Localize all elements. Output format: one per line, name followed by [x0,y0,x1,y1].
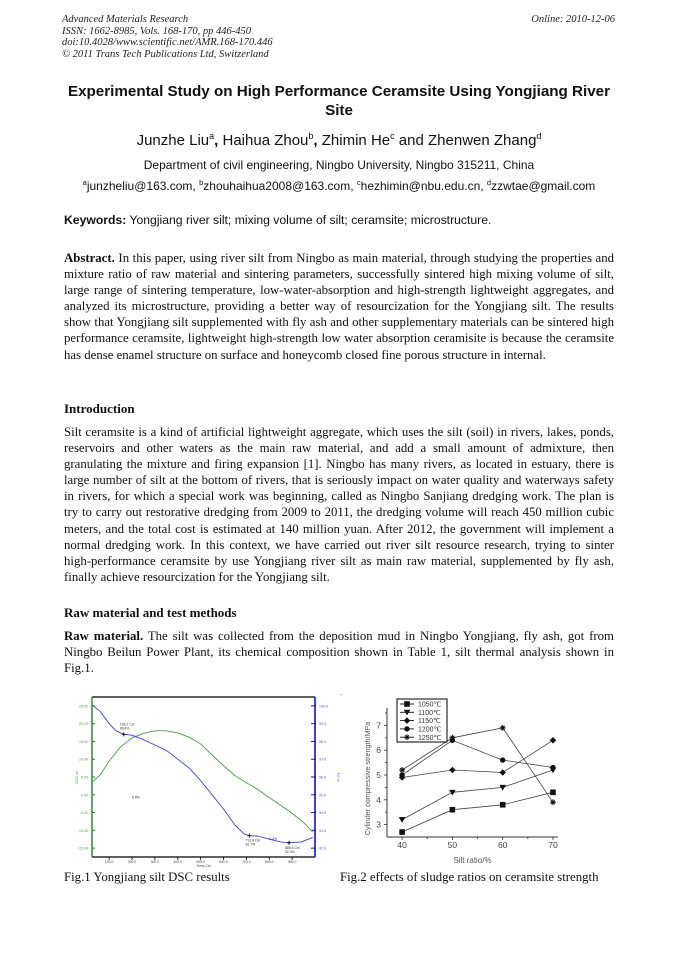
copyright: © 2011 Trans Tech Publications Ltd, Switzerland [62,48,269,60]
author-sup: c [390,131,395,141]
figure-2-strength-chart [360,688,590,870]
email-separator: , [350,179,357,193]
keywords-text: Yongjiang river silt; mixing volume of silt; ceramsite; microstructure. [126,213,492,227]
journal-name: Advanced Materials Research [62,14,189,25]
y-tick-label: 7 [376,720,381,731]
figure-1-dsc-chart [60,688,355,868]
square-marker-icon [550,790,555,795]
author-list [62,131,616,149]
y-tick-label: 5 [376,769,381,780]
square-marker-icon [450,807,455,812]
left-tick-label: -15.00 [77,846,88,851]
square-marker-icon [500,802,505,807]
raw-material-label: Raw material. [64,629,144,643]
section-heading-raw-material: Raw material and test methods [64,605,237,620]
x-tick-label: 500.0 [196,860,205,864]
annotation-label: 0.4% [269,837,277,841]
right-tick-label: 100.0 [319,704,328,709]
triangle-down-marker-icon [450,790,456,795]
right-tick-label: 94.0 [319,811,326,816]
figure-1-caption: Fig.1 Yongjiang silt DSC results [64,870,230,884]
square-marker-icon [405,702,410,707]
paper-title: Experimental Study on High Performance Ceramsite Using Yongjiang River Site [67,83,611,119]
circle-marker-icon [405,727,410,732]
right-tick-label: 96.0 [319,775,326,780]
author-separator: , [214,132,223,149]
raw-material-text: The silt was collected from the deposition mud in Ningbo Yongjiang, fly ash, got from Ningbo Beilun Power Plant, its chemical composition shown in Table 1, silt thermal analysis shown in Fig.1. [64,629,615,676]
issn: ISSN: 1662-8985, Vols. 168-170, pp 446-450 [62,25,251,37]
marker-cross-icon [287,841,291,845]
x-axis-label: Temp Cel [196,864,211,868]
right-tick-label: 98.0 [319,739,326,744]
right-tick-label: 99.0 [319,722,326,727]
circle-marker-icon [400,773,405,778]
marker-cross-icon [122,732,126,736]
left-tick-label: 5.00 [81,775,88,780]
x-tick-label: 70 [548,840,558,850]
abstract [64,250,614,363]
affiliation: Department of civil engineering, Ningbo University, Ningbo 315211, China [143,158,535,172]
legend-item-label: 1250℃ [418,734,442,742]
x-tick-label: 40 [397,840,407,850]
author-sup: d [536,131,542,141]
email-separator: , [480,179,487,193]
annotation-label: 5.8% [132,795,140,800]
annotation-label: 713.8 Cel [245,838,261,843]
marker-cross-icon [248,834,252,838]
x-tick-label: 800.0 [265,860,274,864]
series-line [402,792,553,832]
email-link[interactable]: zhouhaihua2008@163.com [203,179,351,193]
legend-item-label: 1200℃ [418,726,442,734]
right-y-axis-label: TG % [336,772,340,782]
left-tick-label: 25.00 [79,704,88,709]
star-marker-icon [500,725,506,731]
online-date: Online: 2010-12-06 [531,14,615,25]
email-link[interactable]: junzheliu@163.com [86,179,193,193]
corner-mark: ~/ [339,692,343,697]
section-heading-introduction: Introduction [64,401,135,416]
keywords [64,213,491,227]
raw-material-paragraph [64,628,614,676]
x-tick-label: 60 [497,840,508,850]
annotation-label: 98.4% [119,726,130,731]
email-link[interactable]: hezhimin@nbu.edu.cn [360,179,481,193]
triangle-down-marker-icon [399,817,405,822]
email-sup: d [486,178,492,187]
x-tick-label: 400.0 [173,860,183,864]
left-tick-label: -5.00 [79,811,88,816]
author-sup: b [308,131,314,141]
right-tick-label: 97.0 [319,757,326,762]
legend-item-label: 1050℃ [418,701,442,709]
annotation-label: 886.5 Cel [285,845,300,850]
email-sup: c [356,178,361,187]
circle-marker-icon [551,765,556,770]
series-line [402,770,553,820]
y-tick-label: 6 [376,745,381,756]
x-tick-label: 50 [447,840,458,850]
left-tick-label: 0.00 [81,793,88,798]
email-link[interactable]: zzwtae@gmail.com [491,179,596,193]
left-y-axis-label: DSC uV [75,770,79,784]
x-tick-label: 200.0 [127,860,137,864]
author-separator: and [394,132,428,149]
introduction-text: Silt ceramsite is a kind of artificial lightweight aggregate, which uses the silt (soil) in rivers, lakes, ponds, reservoirs and other waters as the main raw material, and add a small amount of admixture, then granulating the mixture and firing expansion [1]. Ningbo has many rivers, as located in estuary, there is large number of silt at the bottom of rivers, that is seriously impact on water quality and waterways safety in rivers, for which a special work was beginning, called as Ningbo Sanjiang dredging work. The plan is try to carry out restorative dredging from 2009 to 2011, the dredging volume will reach 450 million cubic meters, and the total cost is estimated at 140 million yuan. After 2012, the government will implement a normal dredging work. In this context, we have carried out river silt resource research, trying to sinter high-performance ceramsite by use Yongjiang river silt as main raw material, supplemented by fly ash, finally achieve resourcization for the Yongjiang silt. [64,425,614,584]
left-tick-label: -10.00 [77,828,88,833]
figure-2-caption: Fig.2 effects of sludge ratios on ceramsite strength [340,870,599,884]
abstract-label: Abstract. [64,251,115,265]
right-tick-label: 93.0 [319,828,326,833]
x-axis-label: Silt ratio/% [453,856,492,865]
diamond-marker-icon [550,737,556,743]
journal-header [62,14,273,60]
x-tick-label: 900.0 [287,860,297,864]
author-name: Zhenwen Zhang [428,132,537,149]
left-tick-label: 15.00 [79,739,88,744]
annotation-label: 164.2 Cel [119,722,135,727]
annotation-label: 92.7% [245,842,256,847]
series-line-dsc [93,731,313,832]
x-tick-label: 100.0 [104,860,114,864]
email-sup: a [82,178,87,187]
series-line [402,740,553,775]
author-separator: , [313,132,322,149]
star-marker-icon [550,799,556,805]
abstract-text: In this paper, using river silt from Ningbo as main material, through studying the properties and mixture ratio of raw material and sintering parameters, successfully sintered high mixing volume of silt, large range of sintering temperature, low-water-absorption and high-strength lightweight aggregates, and analyzed its microstructure, providing a better way of resourcization for the Yongjiang silt. The results show that Yongjiang silt supplemented with fly ash and other supplementary materials can be sintered high performance ceramsite, lightweight high-strength low water absorption ceramisite is because the ceramsite has dense enamel structure on surface and honeycomb closed fine porous structure in internal. [64,251,614,362]
diamond-marker-icon [450,767,456,773]
email-sup: b [199,178,204,187]
diamond-marker-icon [500,770,506,776]
legend-item-label: 1100℃ [418,709,441,717]
left-tick-label: 20.00 [79,722,88,727]
right-tick-label: 92.0 [319,846,326,851]
left-tick-label: 10.00 [79,757,88,762]
right-tick-label: 95.0 [319,793,326,798]
doi: doi:10.4028/www.scientific.net/AMR.168-170.446 [62,37,273,48]
x-tick-label: 300.0 [150,860,160,864]
circle-marker-icon [500,758,505,763]
keywords-label: Keywords: [64,213,127,227]
y-tick-label: 4 [376,794,381,805]
x-tick-label: 700.0 [242,860,251,864]
author-name: Haihua Zhou [222,132,309,149]
legend-item-label: 1150℃ [418,718,441,726]
x-tick-label: 600.0 [219,860,228,864]
y-tick-label: 3 [376,819,381,830]
y-axis-label: Cylinder compressive strength/MPa [363,721,372,836]
star-marker-icon [399,767,405,773]
square-marker-icon [400,830,405,835]
email-separator: , [192,179,200,193]
author-name: Junzhe Liu [136,132,210,149]
author-name: Zhimin He [321,132,391,149]
annotation-label: 92.3% [285,849,295,854]
author-sup: a [209,131,215,141]
author-emails [62,178,616,193]
